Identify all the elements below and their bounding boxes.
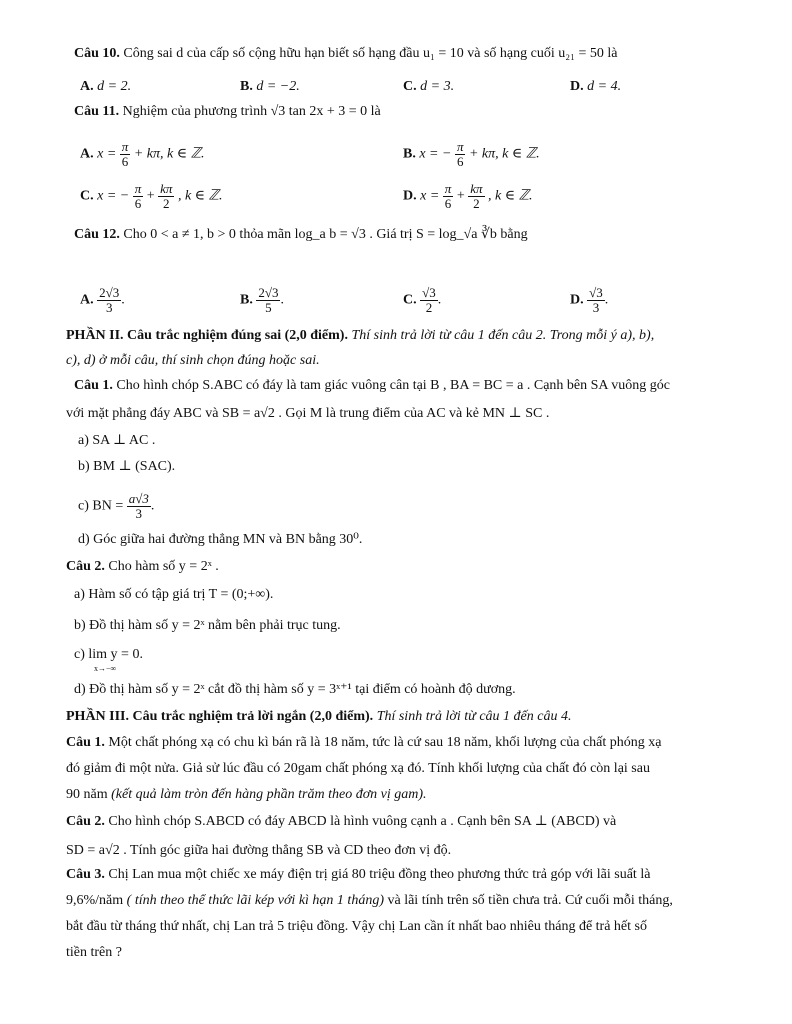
option-tail: + kπ, k ∈ ℤ.: [133, 146, 205, 162]
option-key: B.: [403, 146, 416, 162]
fraction: [158, 182, 174, 211]
denominator: 6: [456, 154, 464, 169]
part2-instruction-2: c), d) ở mỗi câu, thí sinh chọn đúng hoặc sai.: [66, 353, 320, 368]
numerator: √3: [422, 285, 436, 300]
fraction: [97, 286, 121, 315]
part2-heading-line: [66, 327, 654, 345]
option-key: B.: [240, 292, 253, 308]
numerator: π: [444, 181, 452, 196]
p2-q2-c: [74, 646, 143, 673]
q10-text: Công sai d của cấp số cộng hữu hạn biết số hạng đầu u₁ = 10 và số hạng cuối u₂₁ = 50 là: [123, 46, 618, 61]
p2-q2-text: Cho hàm số y = 2ˣ .: [108, 559, 219, 574]
q10-option-d: [570, 78, 621, 96]
fraction: [443, 182, 454, 211]
q12-option-d: D. $\frac{√3}{3}$ .: [570, 285, 609, 315]
q12-label: Câu 12.: [74, 227, 120, 242]
denominator: 3: [105, 300, 113, 315]
q12-stem: [74, 226, 528, 244]
fraction: [455, 140, 466, 169]
option-value: d = −2.: [256, 79, 300, 94]
p2-q2-a: a) Hàm số có tập giá trị T = (0;+∞).: [74, 587, 274, 602]
denominator: 2: [163, 196, 170, 211]
option-key: C.: [80, 188, 94, 204]
p2-q1-d: d) Góc giữa hai đường thẳng MN và BN bằng 30⁰.: [78, 532, 363, 547]
denominator: 6: [134, 196, 142, 211]
p3-q3-text: Chị Lan mua một chiếc xe máy điện trị giá 80 triệu đồng theo phương thức trả góp với lãi suất là: [108, 867, 651, 882]
part2-instruction: Thí sinh trả lời từ câu 1 đến câu 2. Trong mỗi ý a), b),: [351, 328, 655, 343]
fraction: [127, 492, 151, 521]
option-key: C.: [403, 79, 417, 94]
denominator: 6: [121, 154, 129, 169]
option-lead: x =: [97, 146, 117, 162]
numerator: kπ: [160, 181, 173, 196]
p3-q2-text: Cho hình chóp S.ABCD có đáy ABCD là hình vuông cạnh a . Cạnh bên SA ⊥ (ABCD) và: [108, 814, 617, 829]
p2-q1-line1: [74, 377, 670, 395]
option-key: A.: [80, 292, 94, 308]
numerator: π: [456, 139, 464, 154]
fraction: [587, 286, 605, 315]
option-plus: +: [456, 188, 465, 204]
option-key: B.: [240, 79, 253, 94]
option-tail: , k ∈ ℤ.: [488, 188, 533, 204]
p3-q1-line3: [66, 786, 427, 804]
option-lead: x = −: [419, 146, 452, 162]
fraction: [120, 140, 131, 169]
denominator: 6: [444, 196, 452, 211]
numerator: π: [121, 139, 129, 154]
p2-q1-b: b) BM ⊥ (SAC).: [78, 459, 176, 474]
q11-text: Nghiệm của phương trình √3 tan 2x + 3 = 0 là: [122, 104, 381, 119]
p3-q1-text: Một chất phóng xạ có chu kì bán rã là 18 năm, tức là cứ sau 18 năm, khối lượng của chất phóng xạ: [108, 735, 662, 750]
p3-q1-line1: [66, 734, 661, 752]
q10-option-a: [80, 78, 131, 96]
fraction: [420, 286, 438, 315]
q11-option-b: [403, 140, 540, 169]
q12-text: Cho 0 < a ≠ 1, b > 0 thỏa mãn log_a b = √3 . Giá trị S = log_√a ∛b bằng: [123, 227, 528, 242]
p3-q1-label: Câu 1.: [66, 735, 105, 750]
option-key: C.: [403, 292, 417, 308]
p3-q2-label: Câu 2.: [66, 814, 105, 829]
option-key: A.: [80, 79, 94, 94]
denominator: 3: [592, 300, 600, 315]
option-tail: + kπ, k ∈ ℤ.: [468, 146, 540, 162]
p3-q3-line2: [66, 892, 673, 910]
option-tail: , k ∈ ℤ.: [177, 188, 223, 204]
p3-q3-line1: [66, 866, 650, 884]
p3-q1-line3-text: 90 năm: [66, 787, 108, 802]
part3-heading: PHẦN III. Câu trắc nghiệm trả lời ngắn (2,0 điểm).: [66, 709, 374, 724]
denominator: 2: [425, 300, 433, 315]
option-key: D.: [570, 79, 584, 94]
p3-q3-note: ( tính theo thể thức lãi kép với kì hạn 1 tháng): [126, 893, 384, 908]
p2-q2-d: d) Đồ thị hàm số y = 2ˣ cắt đồ thị hàm số y = 3ˣ⁺¹ tại điểm có hoành độ dương.: [74, 682, 516, 697]
q10-stem: [74, 45, 618, 63]
option-value: d = 4.: [587, 79, 622, 94]
numerator: 2√3: [99, 285, 120, 300]
q10-option-c: [403, 78, 454, 96]
part2-heading: PHẦN II. Câu trắc nghiệm đúng sai (2,0 điểm).: [66, 328, 348, 343]
option-lead: x = −: [97, 188, 130, 204]
p2-q1-c: c) BN = $\frac{a√3}{3}$ .: [78, 491, 155, 521]
option-key: D.: [403, 188, 417, 204]
fraction: [256, 286, 280, 315]
numerator: π: [134, 181, 142, 196]
numerator: a√3: [128, 491, 149, 506]
option-value: d = 2.: [97, 79, 132, 94]
q10-label: Câu 10.: [74, 46, 120, 61]
option-value: d = 3.: [420, 79, 455, 94]
q12-option-b: B. $\frac{2√3}{5}$ .: [240, 285, 284, 315]
q11-stem: [74, 103, 381, 121]
part3-instruction: Thí sinh trả lời từ câu 1 đến câu 4.: [376, 709, 572, 724]
p3-q1-note: (kết quả làm tròn đến hàng phần trăm theo đơn vị gam).: [111, 787, 427, 802]
option-key: A.: [80, 146, 94, 162]
p3-q3-line3: bắt đầu từ tháng thứ nhất, chị Lan trả 5 triệu đồng. Vậy chị Lan cần ít nhất bao nhiêu tháng để trả hết số: [66, 919, 647, 934]
numerator: kπ: [470, 181, 483, 196]
q11-label: Câu 11.: [74, 104, 120, 119]
numerator: 2√3: [258, 285, 279, 300]
p2-q1-label: Câu 1.: [74, 378, 113, 393]
p2-q2-b: b) Đồ thị hàm số y = 2ˣ nằm bên phải trục tung.: [74, 618, 341, 633]
denominator: 2: [473, 196, 480, 211]
p3-q3-line2-rest: và lãi tính trên số tiền chưa trả. Cứ cuối mỗi tháng,: [387, 893, 673, 908]
option-plus: +: [146, 188, 155, 204]
p3-q3-label: Câu 3.: [66, 867, 105, 882]
p2-q1-c-lead: c) BN =: [78, 498, 124, 514]
q11-option-c: [80, 182, 222, 211]
p3-q3-line4: tiền trên ?: [66, 945, 122, 960]
p2-q1-line2: với mặt phẳng đáy ABC và SB = a√2 . Gọi M là trung điểm của AC và kẻ MN ⊥ SC .: [66, 406, 550, 421]
denominator: 5: [265, 300, 272, 315]
p2-q2-c-text: c) lim y = 0.: [74, 647, 143, 662]
fraction: [133, 182, 144, 211]
q11-option-d: [403, 182, 533, 211]
p2-q2-stem: [66, 558, 219, 576]
q12-option-a: A. $\frac{2√3}{3}$ .: [80, 285, 125, 315]
p2-q1-a: a) SA ⊥ AC .: [78, 433, 156, 448]
fraction: [468, 182, 484, 211]
option-key: D.: [570, 292, 584, 308]
p2-q1-text: Cho hình chóp S.ABC có đáy là tam giác vuông cân tại B , BA = BC = a . Cạnh bên SA vuông góc: [116, 378, 670, 393]
p2-q2-label: Câu 2.: [66, 559, 105, 574]
numerator: √3: [589, 285, 603, 300]
q10-option-b: [240, 78, 300, 96]
q11-option-a: [80, 140, 205, 169]
q12-option-c: C. $\frac{√3}{2}$ .: [403, 285, 442, 315]
p2-q2-c-limit-sub: x→−∞: [94, 664, 117, 673]
p3-q2-line1: [66, 813, 616, 831]
part3-heading-line: [66, 708, 571, 726]
option-lead: x =: [420, 188, 440, 204]
denominator: 3: [135, 506, 143, 521]
p3-q3-rate: 9,6%/năm: [66, 893, 124, 908]
p3-q2-line2: SD = a√2 . Tính góc giữa hai đường thẳng SB và CD theo đơn vị độ.: [66, 843, 452, 858]
p3-q1-line2: đó giảm đi một nửa. Giả sử lúc đầu có 20gam chất phóng xạ đó. Tính khối lượng của chất đó còn lại sau: [66, 761, 650, 776]
